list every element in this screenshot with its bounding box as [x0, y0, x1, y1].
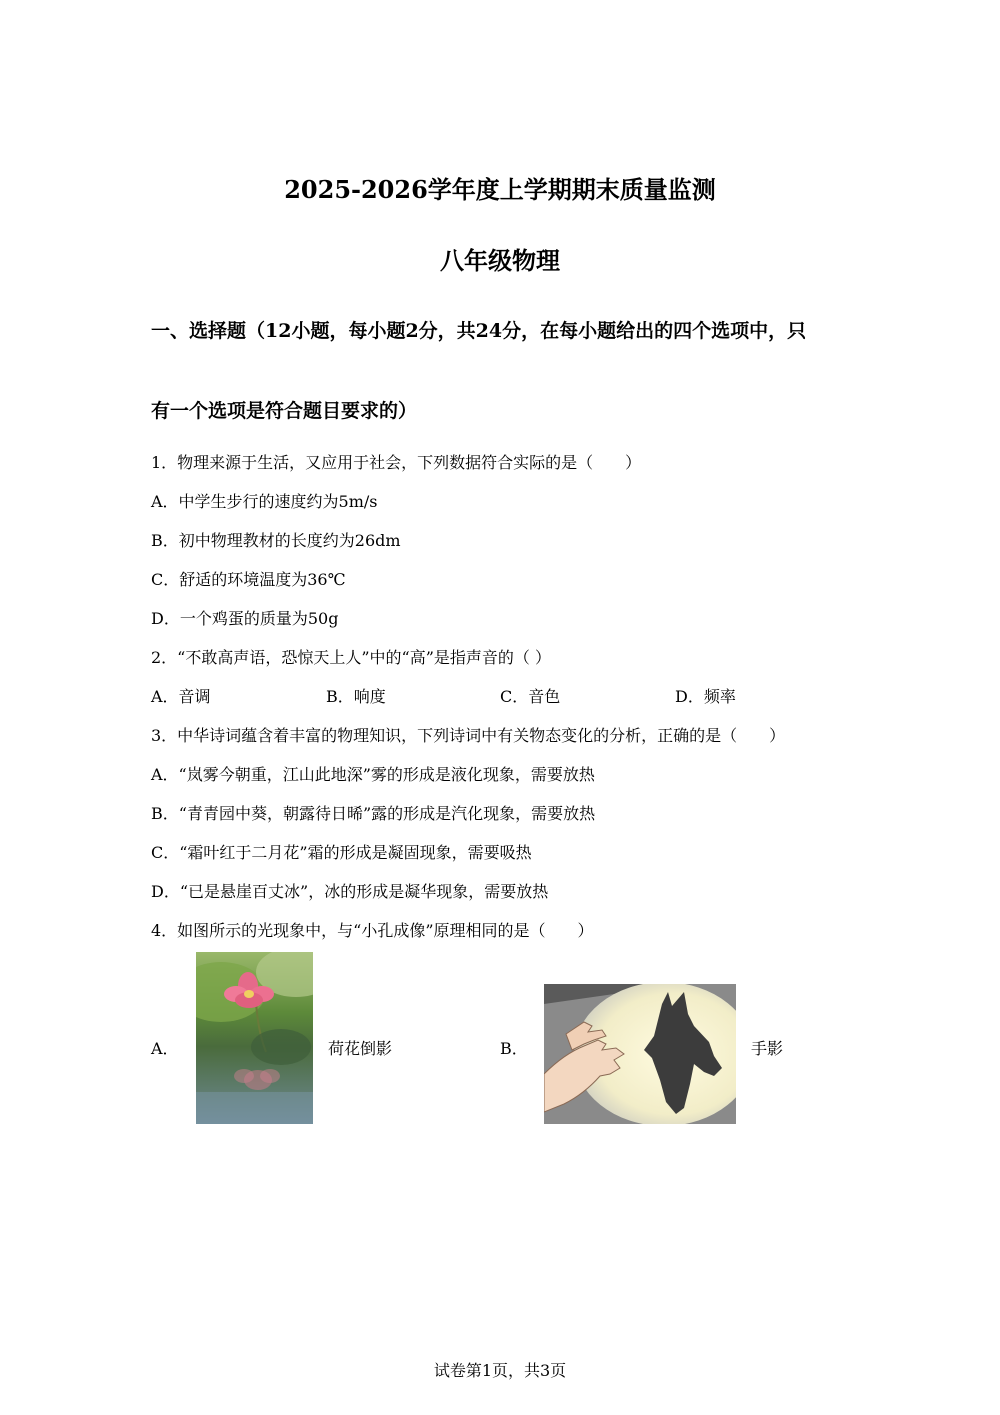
question-1-option-a: A．中学生步行的速度约为5m/s [151, 492, 378, 511]
question-2-option-c: C．音色 [500, 687, 561, 706]
question-3-option-b: B．“青青园中葵，朝露待日晞”露的形成是汽化现象，需要放热 [151, 804, 596, 823]
question-3-stem: 3．中华诗词蕴含着丰富的物理知识，下列诗词中有关物态变化的分析，正确的是（ ） [151, 726, 786, 745]
lotus-reflection-photo [196, 952, 313, 1124]
question-3-option-a: A．“岚雾今朝重，江山此地深”雾的形成是液化现象，需要放热 [151, 765, 595, 784]
hand-shadow-illustration [544, 984, 736, 1124]
question-4-option-a-letter: A． [151, 1039, 179, 1058]
question-4-option-a-caption: 荷花倒影 [328, 1039, 393, 1058]
subject-title: 八年级物理 [440, 246, 560, 275]
question-2-option-b: B．响度 [326, 687, 386, 706]
question-3-option-d: D．“已是悬崖百丈冰”，冰的形成是凝华现象，需要放热 [151, 882, 549, 901]
question-2-option-a: A．音调 [151, 687, 211, 706]
question-4-stem: 4．如图所示的光现象中，与“小孔成像”原理相同的是（ ） [151, 921, 594, 940]
question-4-option-b-letter: B． [500, 1039, 528, 1058]
section-heading-line2: 有一个选项是符合题目要求的） [151, 400, 418, 422]
question-1-option-d: D．一个鸡蛋的质量为50g [151, 609, 339, 628]
question-1-option-c: C．舒适的环境温度为36℃ [151, 570, 346, 589]
section-heading-line1: 一、选择题（12小题，每小题2分，共24分，在每小题给出的四个选项中，只 [151, 320, 807, 342]
question-4-option-b-caption: 手影 [751, 1039, 784, 1058]
question-1-option-b: B．初中物理教材的长度约为26dm [151, 531, 401, 550]
question-3-option-c: C．“霜叶红于二月花”霜的形成是凝固现象，需要吸热 [151, 843, 532, 862]
question-2-option-d: D．频率 [675, 687, 736, 706]
question-1-stem: 1．物理来源于生活，又应用于社会，下列数据符合实际的是（ ） [151, 453, 642, 472]
question-2-stem: 2．“不敢高声语，恐惊天上人”中的“高”是指声音的（ ） [151, 648, 551, 667]
exam-title: 2025-2026学年度上学期期末质量监测 [284, 175, 716, 204]
page-footer: 试卷第1页，共3页 [433, 1361, 567, 1380]
